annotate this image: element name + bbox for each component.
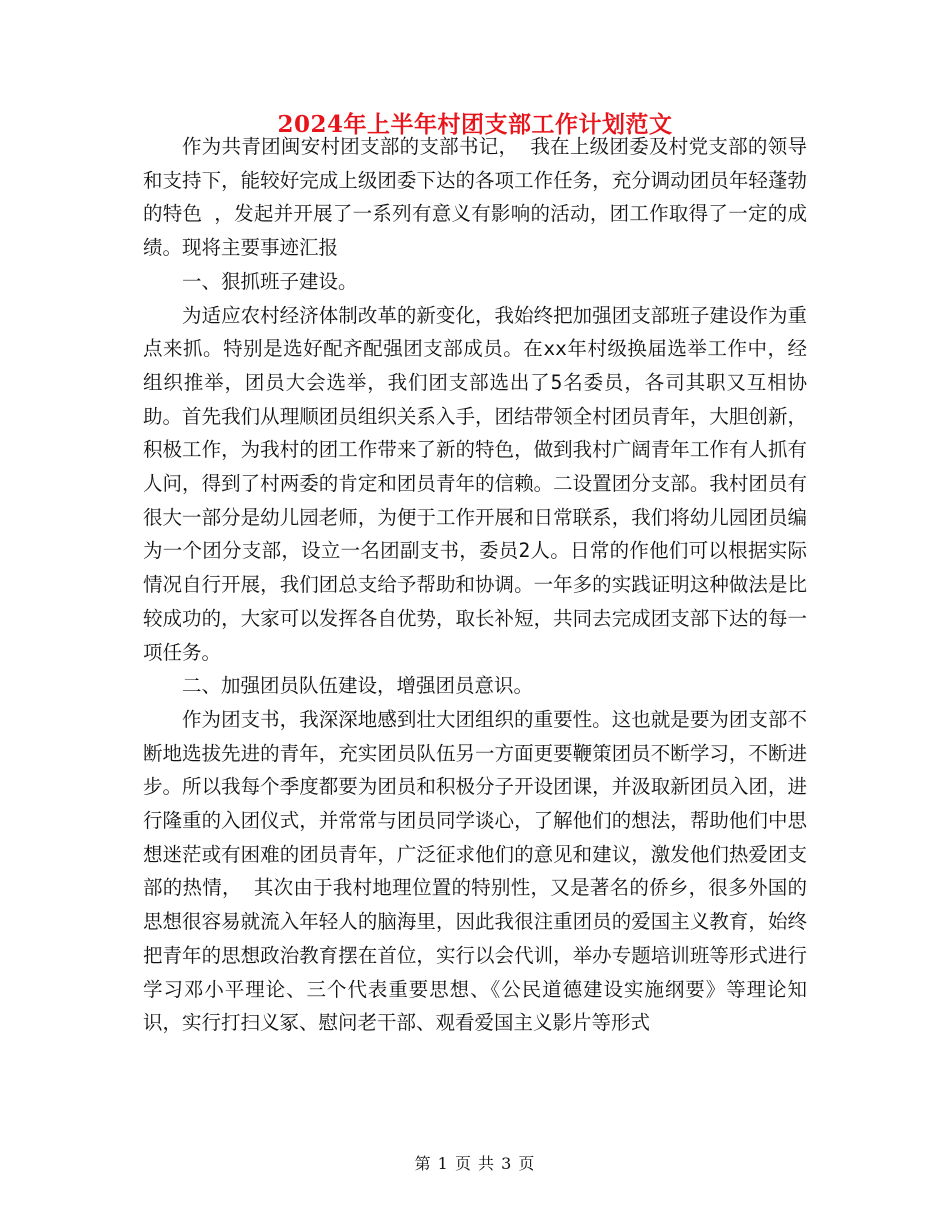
document-title: 2024年上半年村团支部工作计划范文 <box>277 111 673 138</box>
section-heading-2: 二、加强团员队伍建设，增强团员意识。 <box>182 674 534 698</box>
paragraph-section-1: 为适应农村经济体制改革的新变化，我始终把加强团支部班子建设作为重点来抓。特别是选好配齐配强团支部成员。在xx年村级换届选举工作中，经组织推举，团员大会选举，我们团支部选出了5名委员，各司其职又互相协助。首先我们从理顺团员组织关系入手，团结带领全村团员青年，大胆创新，积极工作，为我村的团工作带来了新的特色，做到我村广阔青年工作有人抓有人问，得到了村两委的肯定和团员青年的信赖。二设置团分支部。我村团员有很大一部分是幼儿园老师，为便于工作开展和日常联系，我们将幼儿园团员编为一个团分支部，设立一名团副支书，委员2人。日常的作他们可以根据实际情况自行开展，我们团总支给予帮助和协调。一年多的实践证明这种做法是比较成功的，大家可以发挥各自优势，取长补短，共同去完成团支部下达的每一项任务。 <box>143 303 807 664</box>
document-body <box>143 130 807 1040</box>
paragraph-intro: 作为共青团闽安村团支部的支部书记， 我在上级团委及村党支部的领导和支持下，能较好完成上级团委下达的各项工作任务，充分调动团员年轻蓬勃的特色 ，发起并开展了一系列有意义有影响的活动，团工作取得了一定的成绩。现将主要事迹汇报 <box>143 135 807 260</box>
page-footer: 第 1 页 共 3 页 <box>414 1154 536 1173</box>
section-heading-1: 一、狠抓班子建设。 <box>182 269 358 293</box>
paragraph-section-2: 作为团支书，我深深地感到壮大团组织的重要性。这也就是要为团支部不断地选拔先进的青年，充实团员队伍另一方面更要鞭策团员不断学习，不断进步。所以我每个季度都要为团员和积极分子开设团课，并汲取新团员入团，进行隆重的入团仪式，并常常与团员同学谈心，了解他们的想法，帮助他们中思想迷茫或有困难的团员青年，广泛征求他们的意见和建议，激发他们热爱团支部的热情， 其次由于我村地理位置的特别性，又是著名的侨乡，很多外国的思想很容易就流入年轻人的脑海里，因此我很注重团员的爱国主义教育，始终把青年的思想政治教育摆在首位，实行以会代训，举办专题培训班等形式进行学习邓小平理论、三个代表重要思想、《公民道德建设实施纲要》等理论知识，实行打扫义冢、慰问老干部、观看爱国主义影片等形式 <box>143 707 807 1035</box>
